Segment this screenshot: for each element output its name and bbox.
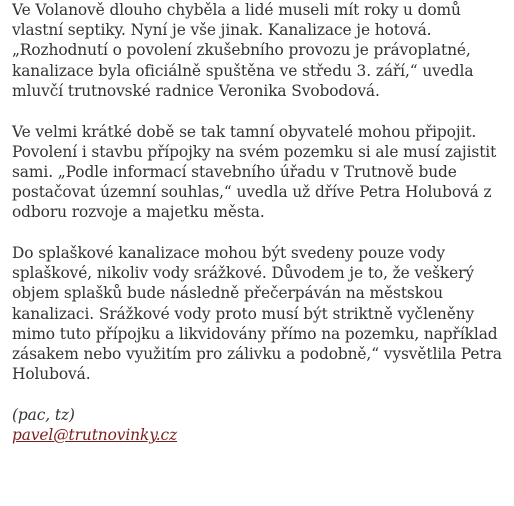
paragraph-1: Ve Volanově dlouho chyběla a lidé museli mít roky u domů vlastní septiky. Nyní je vše jinak. Kanalizace je hotová. „Rozhodnutí o povolení zkušebního provozu je právoplatné, kanalizace byla oficiálně spuštěna ve středu 3. září,“ uvedla mluvčí trutnovské radnice Veronika Svobodová. (12, 1, 474, 100)
author-email-link[interactable]: pavel@trutnovinky.cz (12, 426, 178, 445)
article-signature (12, 405, 508, 445)
paragraph-3: Do splaškové kanalizace mohou být svedeny pouze vody splaškové, nikoliv vody srážkové. Důvodem je to, že veškerý objem splašků bude následně přečerpáván na městskou kanalizaci. Srážkové vody proto musí být striktně vyčleněny mimo tuto přípojku a likvidovány přímo na pozemku, například zásakem nebo využitím pro zálivku a podobně,“ vysvětlila Petra Holubová. (12, 244, 502, 384)
author-credit: (pac, tz) (12, 405, 75, 424)
article-body (12, 0, 508, 445)
paragraph-2: Ve velmi krátké době se tak tamní obyvatelé mohou připojit. Povolení i stavbu přípojky na svém pozemku si ale musí zajistit sami. „Podle informací stavebního úřadu v Trutnově bude postačovat územní souhlas,“ uvedla už dříve Petra Holubová z odboru rozvoje a majetku města. (12, 122, 497, 222)
